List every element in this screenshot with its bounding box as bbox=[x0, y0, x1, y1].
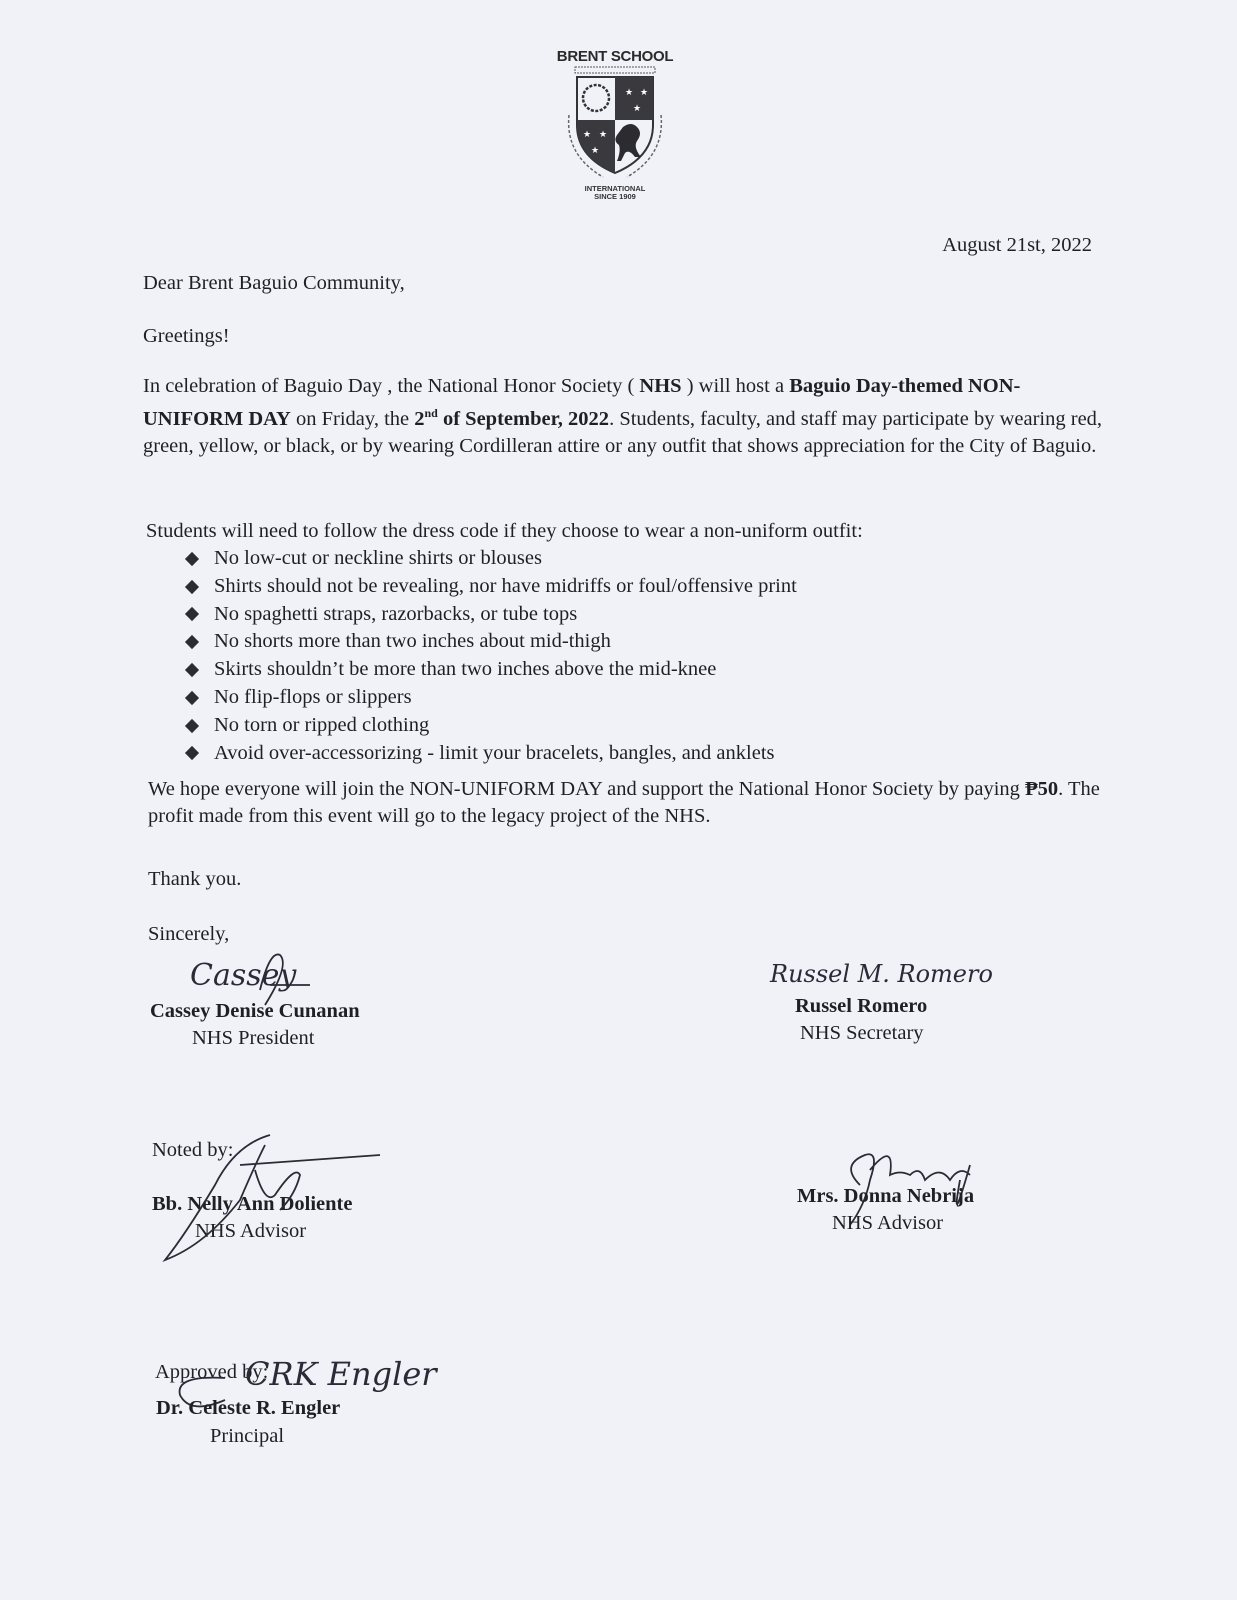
support-paragraph bbox=[148, 776, 1108, 830]
advisor2-role: NHS Advisor bbox=[832, 1212, 944, 1234]
event-month-year: of September, 2022 bbox=[437, 407, 610, 430]
rule-text: No low-cut or neckline shirts or blouses bbox=[214, 547, 542, 569]
diamond-bullet-icon bbox=[185, 580, 199, 594]
diamond-bullet-icon bbox=[185, 691, 199, 705]
greeting: Greetings! bbox=[143, 325, 230, 347]
svg-text:★: ★ bbox=[625, 87, 634, 97]
president-role: NHS President bbox=[192, 1027, 315, 1049]
school-tagline-2: SINCE 1909 bbox=[594, 192, 636, 201]
rule-text: Avoid over-accessorizing - limit your bracelets, bangles, and anklets bbox=[214, 741, 775, 764]
advisor1-name: Bb. Nelly Ann Doliente bbox=[152, 1193, 353, 1215]
fee-amount: ₱50 bbox=[1025, 778, 1059, 800]
list-item bbox=[183, 712, 797, 740]
event-date bbox=[414, 408, 609, 430]
rule-text: No shorts more than two inches about mid-thigh bbox=[214, 630, 611, 653]
rule-text: Shirts should not be revealing, nor have midriffs or foul/offensive print bbox=[214, 574, 797, 597]
announcement-paragraph bbox=[143, 373, 1103, 460]
dress-code-list bbox=[183, 545, 797, 767]
para3-text-1: We hope everyone will join the NON-UNIFORM DAY and support the National Honor Society by paying bbox=[148, 778, 1026, 800]
nhs-abbrev: NHS bbox=[639, 375, 682, 397]
thanks: Thank you. bbox=[148, 868, 242, 890]
diamond-bullet-icon bbox=[185, 746, 199, 760]
svg-text:★: ★ bbox=[583, 129, 592, 139]
diamond-bullet-icon bbox=[185, 552, 199, 566]
salutation: Dear Brent Baguio Community, bbox=[143, 272, 405, 294]
list-item bbox=[183, 601, 797, 629]
svg-text:★: ★ bbox=[591, 145, 600, 155]
list-item bbox=[183, 684, 797, 712]
advisor2-name: Mrs. Donna Nebrija bbox=[797, 1185, 975, 1207]
diamond-bullet-icon bbox=[185, 607, 199, 621]
diamond-bullet-icon bbox=[185, 663, 199, 677]
svg-text:★: ★ bbox=[633, 103, 642, 113]
advisor1-role: NHS Advisor bbox=[195, 1220, 307, 1242]
list-item bbox=[183, 573, 797, 601]
para3-text-2: . The profit made from this event will go to the legacy project of the NHS. bbox=[148, 778, 1100, 827]
school-logo bbox=[545, 48, 685, 228]
para1-text-1: In celebration of Baguio Day , the National Honor Society ( bbox=[143, 375, 640, 397]
event-day-suffix: nd bbox=[424, 406, 438, 420]
approved-by-label: Approved by: bbox=[155, 1361, 269, 1383]
rule-text: No spaghetti straps, razorbacks, or tube tops bbox=[214, 602, 578, 625]
svg-text:★: ★ bbox=[599, 129, 608, 139]
rule-text: No flip-flops or slippers bbox=[214, 685, 412, 708]
principal-signature: CRK Engler bbox=[245, 1355, 437, 1393]
list-item bbox=[183, 628, 797, 656]
rule-text: No torn or ripped clothing bbox=[214, 713, 430, 736]
president-signature: Cassey bbox=[190, 958, 297, 993]
para1-text-2: ) will host a bbox=[681, 375, 790, 397]
event-name: Baguio Day-themed NON-UNIFORM DAY bbox=[143, 375, 1021, 430]
list-item bbox=[183, 656, 797, 684]
svg-text:★: ★ bbox=[640, 87, 649, 97]
dress-code-intro: Students will need to follow the dress code if they choose to wear a non-uniform outfit: bbox=[146, 520, 863, 542]
list-item bbox=[183, 545, 797, 573]
president-name: Cassey Denise Cunanan bbox=[150, 1000, 360, 1022]
noted-by-label: Noted by: bbox=[152, 1139, 234, 1161]
list-item bbox=[183, 740, 797, 768]
para1-text-3: on Friday, the bbox=[290, 407, 415, 430]
advisor1-signature bbox=[145, 1125, 395, 1285]
school-name: BRENT SCHOOL bbox=[556, 48, 674, 65]
event-day: 2 bbox=[414, 407, 425, 430]
principal-role: Principal bbox=[210, 1425, 285, 1447]
secretary-signature: Russel M. Romero bbox=[770, 960, 993, 988]
letter-date: August 21st, 2022 bbox=[942, 234, 1092, 256]
school-crest-icon bbox=[555, 65, 675, 185]
secretary-name: Russel Romero bbox=[795, 995, 928, 1017]
closing: Sincerely, bbox=[148, 923, 230, 945]
diamond-bullet-icon bbox=[185, 635, 199, 649]
rule-text: Skirts shouldn’t be more than two inches above the mid-knee bbox=[214, 658, 717, 681]
diamond-bullet-icon bbox=[185, 719, 199, 733]
principal-name: Dr. Celeste R. Engler bbox=[156, 1397, 341, 1419]
secretary-role: NHS Secretary bbox=[800, 1022, 924, 1044]
school-tagline-1: INTERNATIONAL bbox=[584, 184, 646, 193]
para1-text-4: . Students, faculty, and staff may participate by wearing red, green, yellow, or black, or by wearing Cordilleran attire or any outfit that shows appreciation for the City of Baguio. bbox=[143, 407, 1103, 457]
